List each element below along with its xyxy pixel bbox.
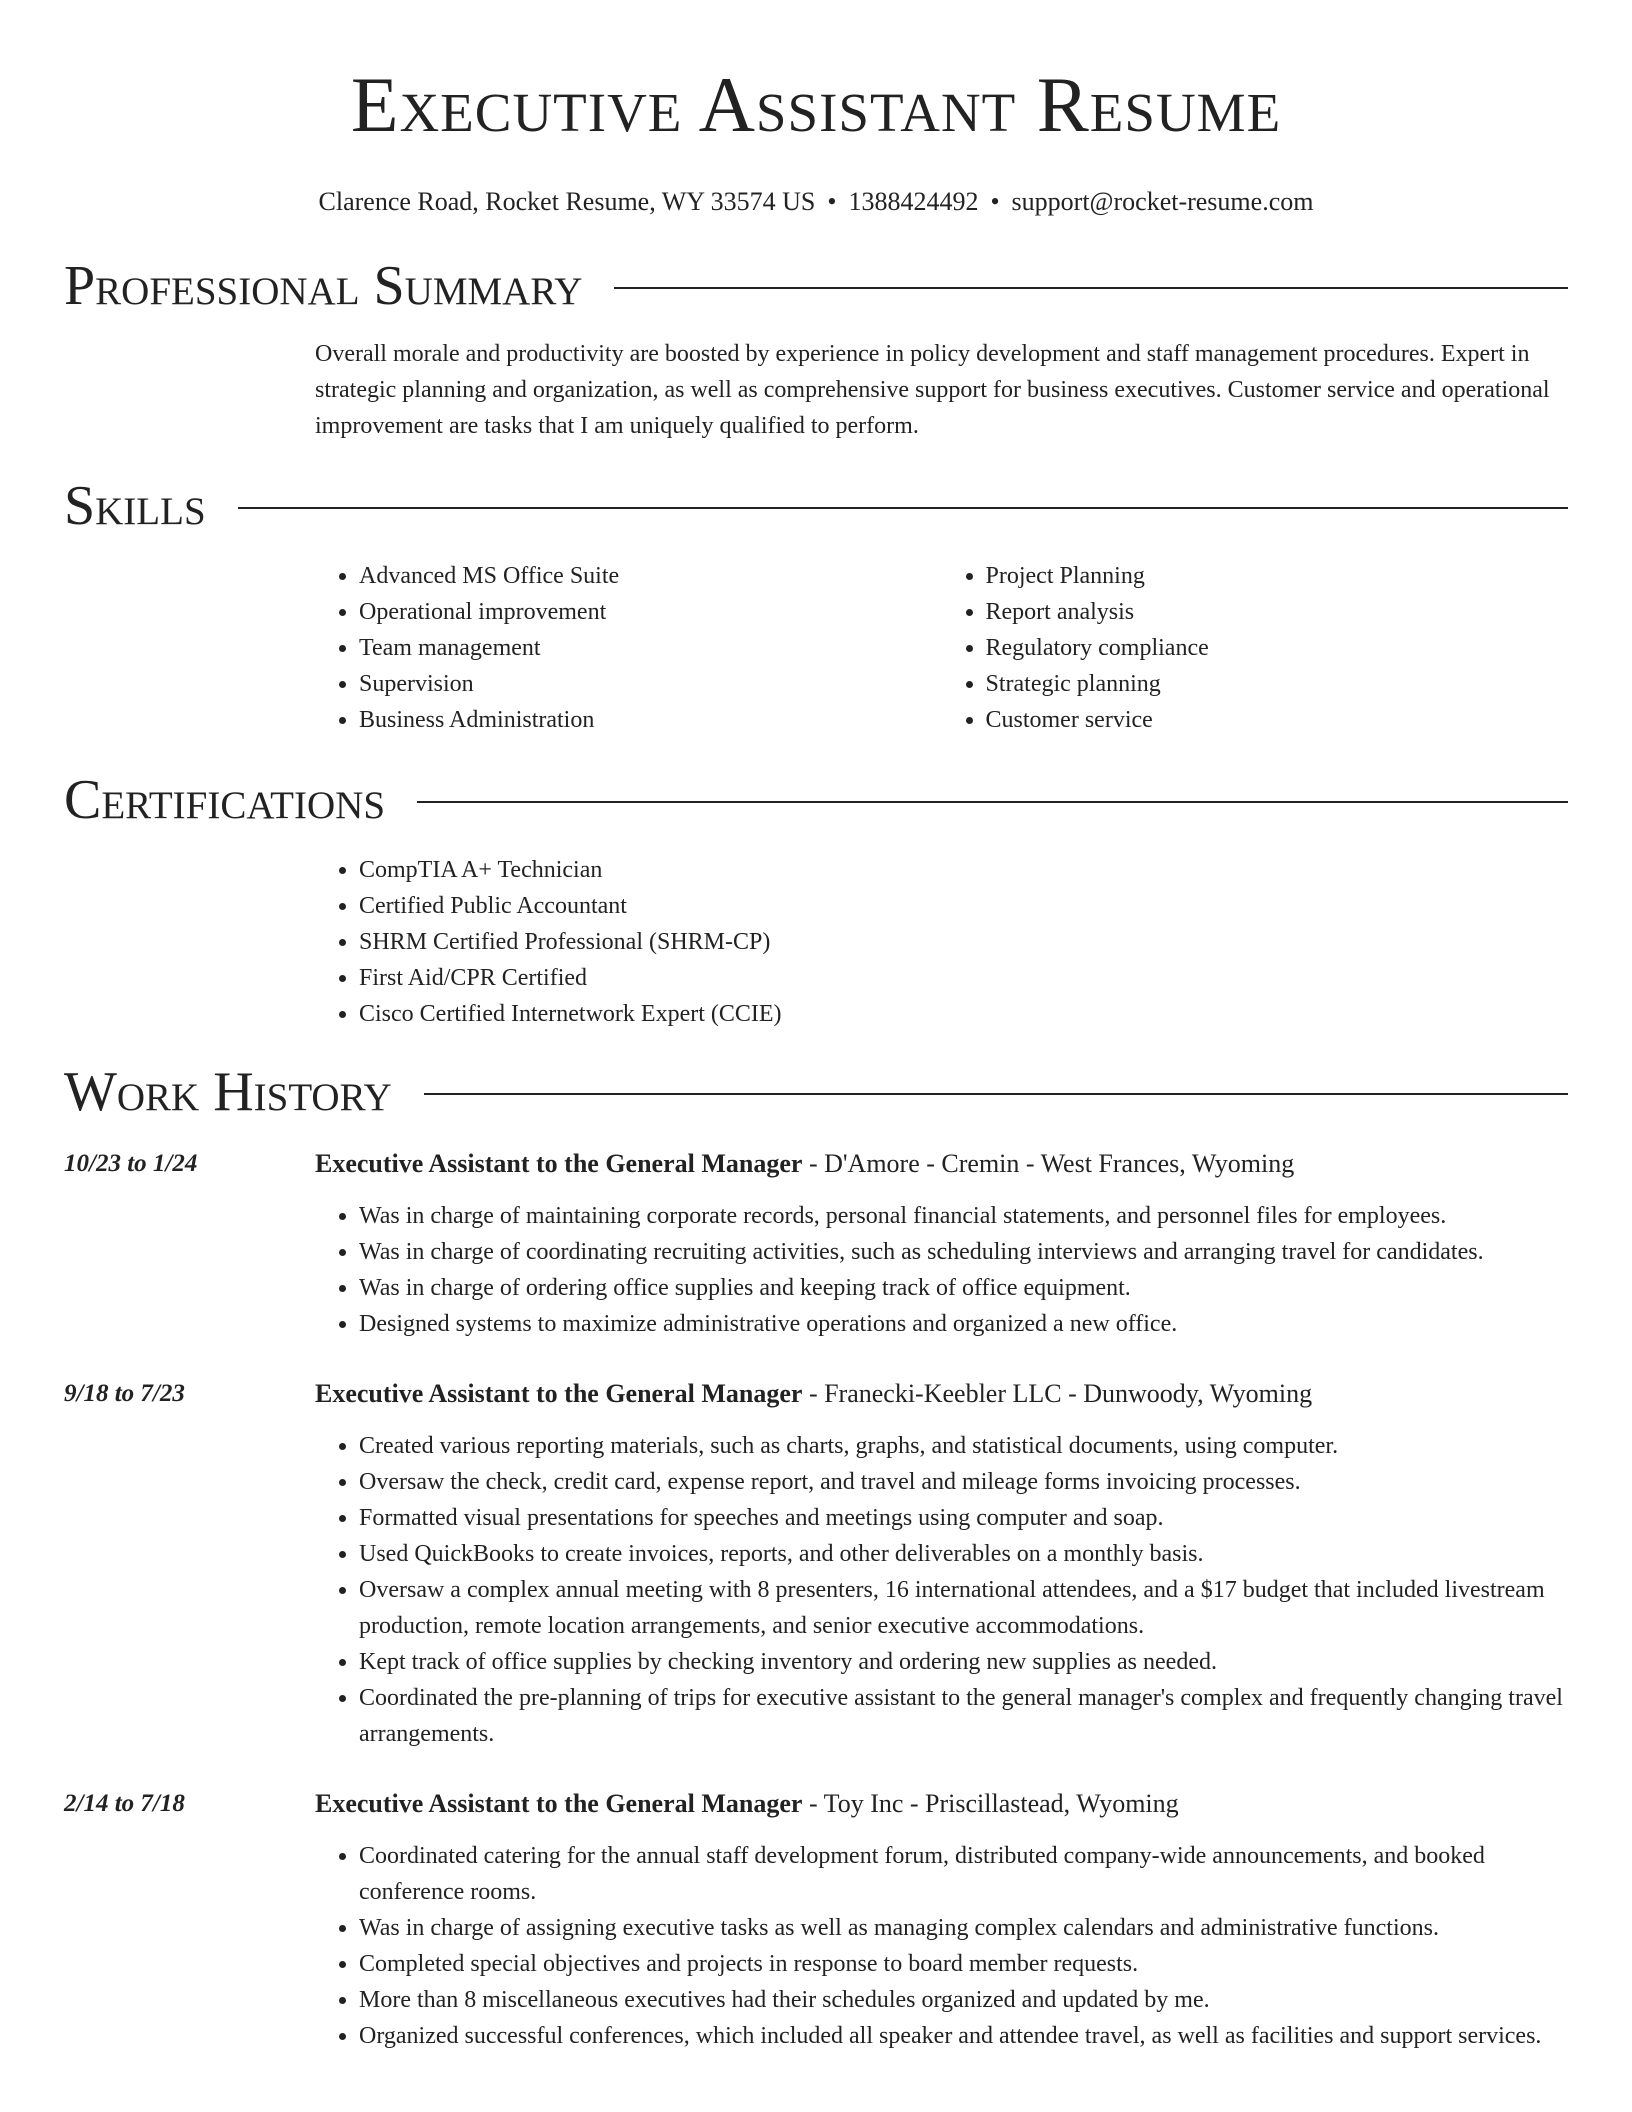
work-heading-row <box>64 1060 1568 1124</box>
contact-email: support@rocket-resume.com <box>1011 187 1314 216</box>
work-history-section <box>64 1060 1568 2054</box>
skill-item: • Business Administration <box>359 702 942 738</box>
contact-separator: • <box>827 187 837 216</box>
certification-item: • CompTIA A+ Technician <box>359 852 1568 888</box>
job-bullet: • Formatted visual presentations for speeches and meetings using computer and soap. <box>359 1500 1568 1536</box>
job-bullet: • Completed special objectives and projects in response to board member requests. <box>359 1946 1568 1982</box>
job-bullets <box>315 1838 1568 2054</box>
certifications-heading: Certifications <box>64 769 386 831</box>
summary-text: Overall morale and productivity are boosted by experience in policy development and staff management procedures. Expert in strategic planning and organization, as well as comprehensive support for business executives. Customer service and operational improvement are tasks that I am uniquely qualified to perform. <box>315 341 1550 439</box>
skill-item: • Supervision <box>359 666 942 702</box>
certification-item: • First Aid/CPR Certified <box>359 960 1568 996</box>
job-header <box>315 1376 1568 1412</box>
job-bullet: • Coordinated catering for the annual staff development forum, distributed company-wide announcements, and booked conference rooms. <box>359 1838 1568 1910</box>
job-bullet: • More than 8 miscellaneous executives had their schedules organized and updated by me. <box>359 1982 1568 2018</box>
job-entry <box>64 1786 1568 2054</box>
job-title: Executive Assistant to the General Manager <box>315 1379 803 1408</box>
skill-item: • Advanced MS Office Suite <box>359 558 942 594</box>
job-bullet: • Was in charge of maintaining corporate records, personal financial statements, and personnel files for employees. <box>359 1198 1568 1234</box>
skill-item: • Regulatory compliance <box>986 630 1569 666</box>
skill-item: • Project Planning <box>986 558 1569 594</box>
section-divider <box>417 801 1568 803</box>
job-bullet: • Designed systems to maximize administrative operations and organized a new office. <box>359 1306 1568 1342</box>
skill-item: • Strategic planning <box>986 666 1569 702</box>
skill-item: • Customer service <box>986 702 1569 738</box>
job-bullet: • Coordinated the pre-planning of trips for executive assistant to the general manager's complex and frequently changing travel arrangements. <box>359 1680 1568 1752</box>
job-bullet: • Was in charge of ordering office supplies and keeping track of office equipment. <box>359 1270 1568 1306</box>
skills-heading-row <box>64 474 1568 538</box>
skill-item: • Operational improvement <box>359 594 942 630</box>
certifications-heading-row <box>64 768 1568 832</box>
section-divider <box>614 287 1568 289</box>
certification-item: • SHRM Certified Professional (SHRM-CP) <box>359 924 1568 960</box>
contact-phone: 1388424492 <box>848 187 979 216</box>
job-bullet: • Oversaw a complex annual meeting with 8 presenters, 16 international attendees, and a $17 budget that included livestream production, remote location arrangements, and senior executive accommodations. <box>359 1572 1568 1644</box>
skills-list <box>315 558 1568 738</box>
certification-item: • Certified Public Accountant <box>359 888 1568 924</box>
job-bullet: • Created various reporting materials, such as charts, graphs, and statistical documents, using computer. <box>359 1428 1568 1464</box>
job-company: - Toy Inc - Priscillastead, Wyoming <box>802 1789 1179 1818</box>
job-header <box>315 1786 1568 1822</box>
job-bullet: • Was in charge of coordinating recruiting activities, such as scheduling interviews and arranging travel for candidates. <box>359 1234 1568 1270</box>
skill-item: • Team management <box>359 630 942 666</box>
summary-section <box>64 254 1568 444</box>
skills-right-column <box>942 558 1569 738</box>
job-company: - D'Amore - Cremin - West Frances, Wyoming <box>802 1149 1295 1178</box>
job-header <box>315 1146 1568 1182</box>
job-entry <box>64 1376 1568 1752</box>
certification-item: • Cisco Certified Internetwork Expert (CCIE) <box>359 996 1568 1032</box>
skill-item: • Report analysis <box>986 594 1569 630</box>
certifications-section <box>64 768 1568 1032</box>
skills-heading: Skills <box>64 475 206 537</box>
job-title: Executive Assistant to the General Manager <box>315 1149 803 1178</box>
section-divider <box>424 1093 1568 1095</box>
contact-line <box>64 186 1568 218</box>
job-bullet: • Oversaw the check, credit card, expense report, and travel and mileage forms invoicing processes. <box>359 1464 1568 1500</box>
work-heading: Work History <box>64 1061 392 1123</box>
job-bullet: • Kept track of office supplies by checking inventory and ordering new supplies as needed. <box>359 1644 1568 1680</box>
job-dates: 9/18 to 7/23 <box>64 1380 185 1407</box>
job-bullet: • Organized successful conferences, which included all speaker and attendee travel, as well as facilities and support services. <box>359 2018 1568 2054</box>
contact-separator: • <box>990 187 1000 216</box>
skills-section <box>64 474 1568 738</box>
certifications-list <box>315 852 1568 1032</box>
job-dates: 2/14 to 7/18 <box>64 1790 185 1817</box>
contact-address: Clarence Road, Rocket Resume, WY 33574 US <box>318 187 816 216</box>
skills-left-column <box>315 558 942 738</box>
job-title: Executive Assistant to the General Manager <box>315 1789 803 1818</box>
job-bullet: • Used QuickBooks to create invoices, reports, and other deliverables on a monthly basis. <box>359 1536 1568 1572</box>
resume-title: Executive Assistant Resume <box>350 61 1282 148</box>
summary-heading: Professional Summary <box>64 255 583 317</box>
job-dates: 10/23 to 1/24 <box>64 1150 198 1177</box>
job-bullets <box>315 1428 1568 1752</box>
job-company: - Franecki-Keebler LLC - Dunwoody, Wyoming <box>802 1379 1313 1408</box>
job-bullets <box>315 1198 1568 1342</box>
section-divider <box>238 507 1568 509</box>
job-entry <box>64 1146 1568 1342</box>
summary-heading-row <box>64 254 1568 318</box>
job-bullet: • Was in charge of assigning executive tasks as well as managing complex calendars and administrative functions. <box>359 1910 1568 1946</box>
